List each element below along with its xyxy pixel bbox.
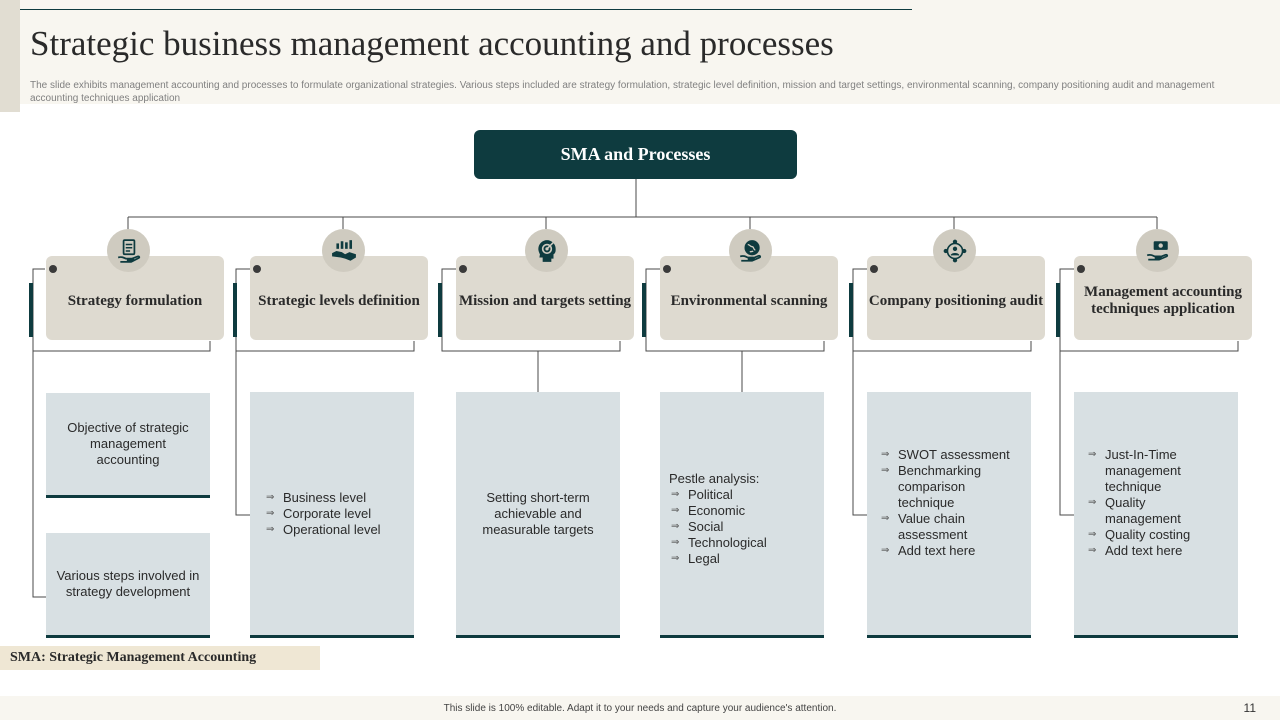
list-item: ⇒ Add text here bbox=[879, 543, 1010, 559]
header-side-bar bbox=[0, 0, 20, 112]
detail-company-audit bbox=[867, 392, 1031, 638]
abbreviation-note: SMA: Strategic Management Accounting bbox=[0, 646, 320, 670]
detail-mission-targets bbox=[456, 392, 620, 638]
detail-text: Objective of strategic management accounting bbox=[67, 420, 189, 467]
accent-bar bbox=[642, 283, 646, 337]
list-item: ⇒ Corporate level bbox=[264, 506, 381, 522]
audit-list bbox=[879, 447, 1010, 559]
accent-bar bbox=[849, 283, 853, 337]
pestle-list bbox=[669, 487, 767, 567]
detail-environmental-scanning bbox=[660, 392, 824, 638]
list-item: ⇒ Add text here bbox=[1086, 543, 1205, 559]
accent-bar bbox=[233, 283, 237, 337]
pestle-block bbox=[669, 471, 767, 567]
globe-hand-icon bbox=[729, 229, 772, 272]
detail-strategy-steps bbox=[46, 533, 210, 638]
category-strategic-levels: Strategic levels definition bbox=[250, 256, 428, 340]
category-management-accounting: Management accounting techniques application bbox=[1074, 256, 1252, 340]
list-item: ⇒ Business level bbox=[264, 490, 381, 506]
category-company-audit: Company positioning audit bbox=[867, 256, 1045, 340]
head-target-icon bbox=[525, 229, 568, 272]
money-hand-icon bbox=[1136, 229, 1179, 272]
list-item: ⇒ Legal bbox=[669, 551, 767, 567]
pestle-intro: Pestle analysis: bbox=[669, 470, 760, 486]
corner-dot bbox=[459, 265, 467, 273]
detail-strategy-objective bbox=[46, 393, 210, 498]
corner-dot bbox=[663, 265, 671, 273]
accent-bar bbox=[29, 283, 33, 337]
list-item: ⇒ Just-In-Time management technique bbox=[1086, 447, 1205, 495]
checklist-hand-icon bbox=[107, 229, 150, 272]
accent-bar bbox=[1056, 283, 1060, 337]
accent-bar bbox=[438, 283, 442, 337]
category-mission-targets: Mission and targets setting bbox=[456, 256, 634, 340]
list-item: ⇒ Value chain assessment bbox=[879, 511, 998, 543]
page-number: 11 bbox=[1243, 701, 1256, 715]
list-item: ⇒ Quality management bbox=[1086, 495, 1205, 527]
levels-list bbox=[264, 490, 381, 538]
slide-subtitle: The slide exhibits management accounting and processes to formulate organizational strategies. Various steps included are strategy formulation, strategic level definition, mission and target settings, environmental scanning, company positioning audit and management accounting techniques application bbox=[30, 80, 1215, 104]
footer-note: This slide is 100% editable. Adapt it to your needs and capture your audience's attention. bbox=[0, 696, 1280, 720]
sma-processes-box: SMA and Processes bbox=[474, 130, 797, 179]
handshake-chart-icon bbox=[322, 229, 365, 272]
list-item: ⇒ Political bbox=[669, 487, 767, 503]
list-item: ⇒ Social bbox=[669, 519, 767, 535]
list-item: ⇒ Technological bbox=[669, 535, 767, 551]
corner-dot bbox=[253, 265, 261, 273]
list-item: ⇒ Operational level bbox=[264, 522, 381, 538]
corner-dot bbox=[1077, 265, 1085, 273]
list-item: ⇒ Quality costing bbox=[1086, 527, 1205, 543]
category-strategy-formulation: Strategy formulation bbox=[46, 256, 224, 340]
list-item: ⇒ Economic bbox=[669, 503, 767, 519]
corner-dot bbox=[870, 265, 878, 273]
mgmt-list bbox=[1086, 447, 1205, 559]
detail-text: Setting short-term achievable and measurable targets bbox=[482, 489, 594, 537]
detail-strategic-levels bbox=[250, 392, 414, 638]
detail-text: Various steps involved in strategy development bbox=[56, 568, 200, 599]
slide-title: Strategic business management accounting and processes bbox=[30, 24, 834, 63]
list-item: ⇒ SWOT assessment bbox=[879, 447, 1010, 463]
network-person-icon bbox=[933, 229, 976, 272]
corner-dot bbox=[49, 265, 57, 273]
header-rule bbox=[20, 9, 912, 10]
detail-management-accounting bbox=[1074, 392, 1238, 638]
category-environmental-scanning: Environmental scanning bbox=[660, 256, 838, 340]
list-item: ⇒ Benchmarking comparison technique bbox=[879, 463, 1010, 511]
